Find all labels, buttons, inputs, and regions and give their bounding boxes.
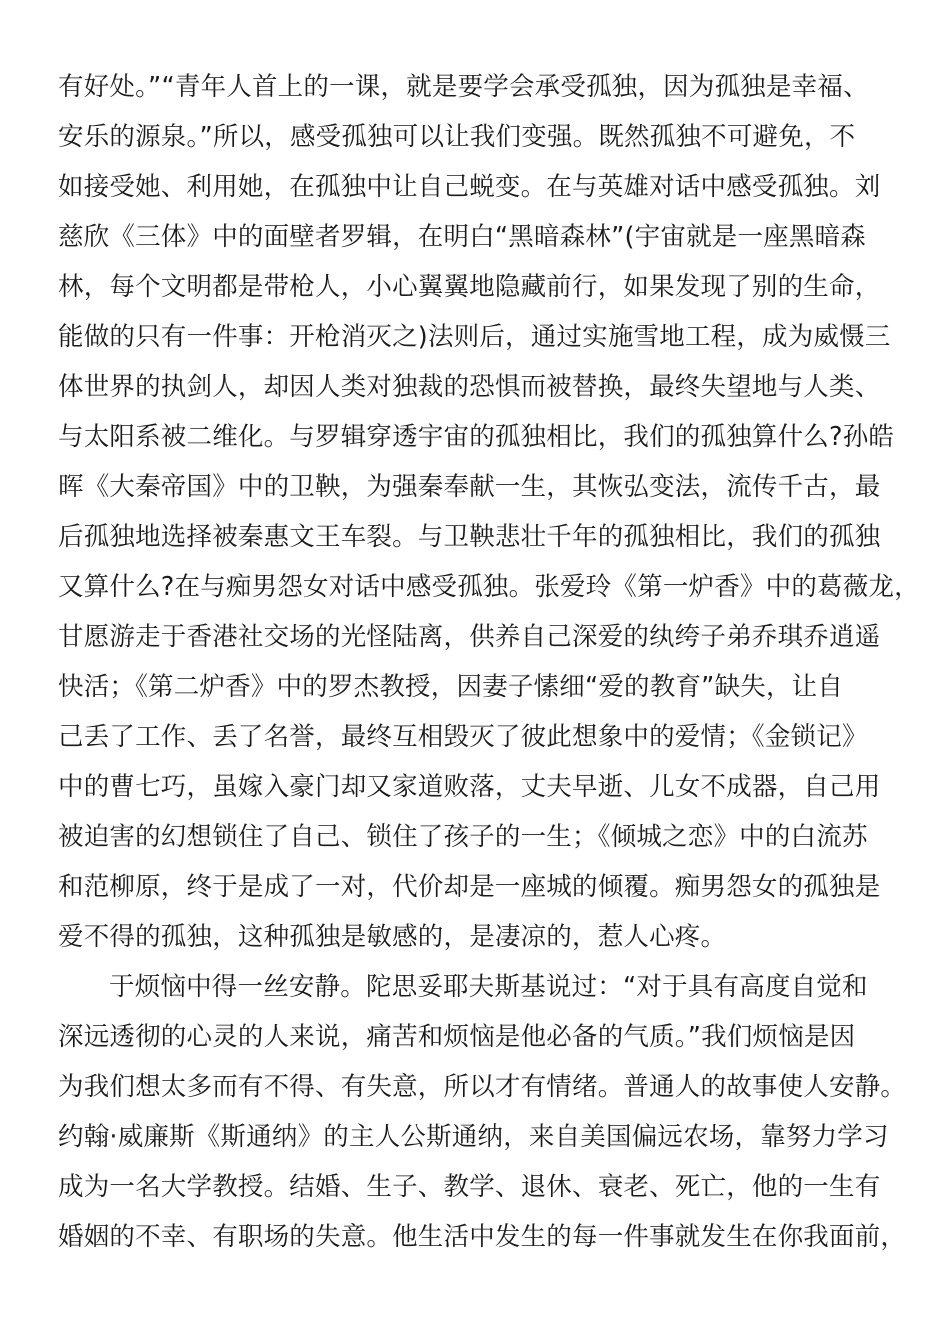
text-line: 为我们想太多而有不得、有失意，所以才有情绪。普通人的故事使人安静。 [58, 1072, 907, 1102]
text-line: 和范柳原，终于是成了一对，代价却是一座城的倾覆。痴男怨女的孤独是 [58, 872, 881, 902]
text-line: 约翰·威廉斯《斯通纳》的主人公斯通纳，来自美国偏远农场，靠努力学习 [58, 1122, 889, 1152]
text-line: 晖《大秦帝国》中的卫鞅，为强秦奉献一生，其恢弘变法，流传千古，最 [58, 472, 881, 502]
text-line: 能做的只有一件事：开枪消灭之)法则后，通过实施雪地工程，成为威慑三 [58, 322, 891, 352]
text-line: 慈欣《三体》中的面壁者罗辑，在明白“黑暗森林”(宇宙就是一座黑暗森 [58, 222, 866, 252]
text-line: 体世界的执剑人，却因人类对独裁的恐惧而被替换，最终失望地与人类、 [58, 372, 881, 402]
text-line: 又算什么?在与痴男怨女对话中感受孤独。张爱玲《第一炉香》中的葛薇龙， [58, 572, 920, 602]
text-line: 如接受她、利用她，在孤独中让自己蜕变。在与英雄对话中感受孤独。刘 [58, 172, 881, 202]
text-line: 成为一名大学教授。结婚、生子、教学、退休、衰老、死亡，他的一生有 [58, 1172, 881, 1202]
text-line: 被迫害的幻想锁住了自己、锁住了孩子的一生；《倾城之恋》中的白流苏 [58, 822, 868, 852]
text-line: 深远透彻的心灵的人来说，痛苦和烦恼是他必备的气质。”我们烦恼是因 [58, 1022, 856, 1052]
text-line: 婚姻的不幸、有职场的失意。他生活中发生的每一件事就发生在你我面前， [58, 1222, 907, 1252]
text-line: 安乐的源泉。”所以，感受孤独可以让我们变强。既然孤独不可避免，不 [58, 122, 856, 152]
text-line: 甘愿游走于香港社交场的光怪陆离，供养自己深爱的纨绔子弟乔琪乔逍遥 [58, 622, 881, 652]
paragraph-first-line: 于烦恼中得一丝安静。陀思妥耶夫斯基说过：“对于具有高度自觉和 [109, 972, 868, 1002]
text-line: 林，每个文明都是带枪人，小心翼翼地隐藏前行，如果发现了别的生命， [58, 272, 881, 302]
text-line: 快活；《第二炉香》中的罗杰教授，因妻子愫细“爱的教育”缺失，让自 [58, 672, 844, 702]
text-line: 与太阳系被二维化。与罗辑穿透宇宙的孤独相比，我们的孤独算什么?孙皓 [58, 422, 895, 452]
text-line: 己丢了工作、丢了名誉，最终互相毁灭了彼此想象中的爱情；《金锁记》 [58, 722, 868, 752]
text-line: 后孤独地选择被秦惠文王车裂。与卫鞅悲壮千年的孤独相比，我们的孤独 [58, 522, 881, 552]
text-line: 有好处。”“青年人首上的一课，就是要学会承受孤独，因为孤独是幸福、 [58, 72, 869, 102]
text-line: 爱不得的孤独，这种孤独是敏感的，是凄凉的，惹人心疼。 [58, 922, 727, 952]
text-line: 中的曹七巧，虽嫁入豪门却又家道败落，丈夫早逝、儿女不成器，自己用 [58, 772, 881, 802]
